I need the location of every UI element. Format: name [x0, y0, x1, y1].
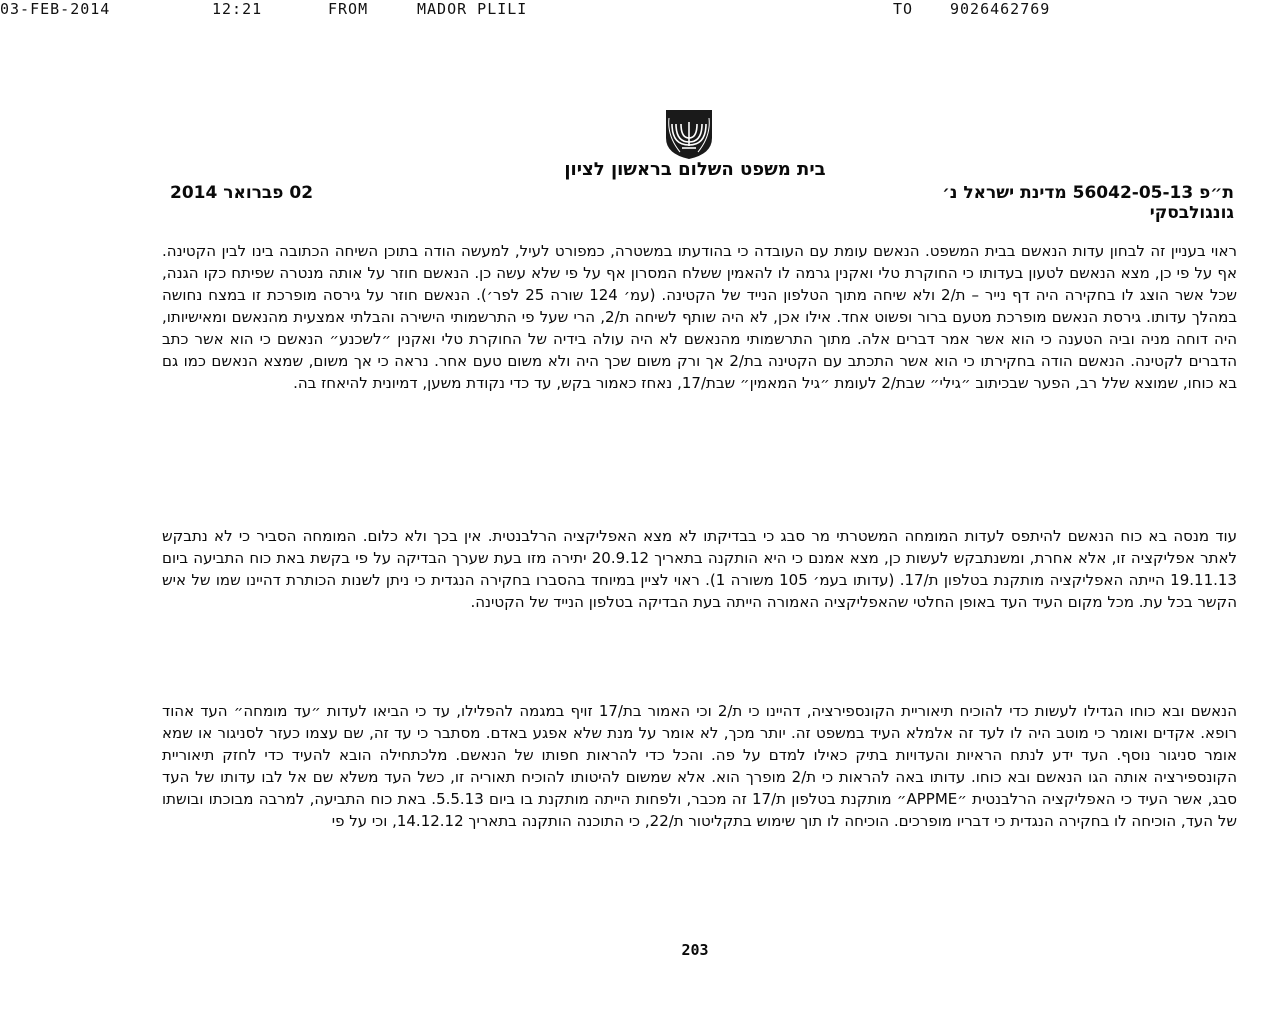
document-date: 02 פברואר 2014: [170, 183, 314, 203]
paragraph-text: ראוי בעניין זה לבחון עדות הנאשם בבית המשפט. הנאשם עומת עם העובדה כי בהודעתו במשטרה, כמפורט לעיל, למעשה הודה בתוכן השיחה הכתובה בינו לבין הקטינה. אף על פי כן, מצא הנאשם לטעון בעדותו כי החוקרת טלי ואקנין גרמה לו להאמין ששלח המסרון אף על פי שלא עשה כן. הנאשם חוזר על אותה מנטרה שפיתח כקו הגנה, שכל אשר הוצג לו בחקירה היה דף נייר – ת/2 ולא שיחה מתוך הטלפון הנייד של הקטינה. (עמ׳ 124 שורה 25 לפר׳). הנאשם חוזר על גירסה מופרכת זו במצח נחושה במהלך עדותו. גירסת הנאשם מופרכת מטעם ברור ופשוט אחד. אילו אכן, לא היה שותף לשיחה ת/2, הרי שעל פי התרשמותי הישירה והבלתי אמצעית מהנאשם ומאישיותו, היה דוחה מניה וביה הטענה כי הוא אשר אמר דברים אלה. מתוך התרשמותי מהנאשם לא היה עולה בידיה של החוקרת טלי ואקנין ״לשכנע״ הנאשם כי הוא אשר כתב הדברים לקטינה. הנאשם הודה בחקירתו כי הוא אשר התכתב עם הקטינה בת/2 אך ורק משום שכך היה ולא משום טעם אחר. נראה כי אך משום, שמצא הנאשם כמו גם בא כוחו, שמוצא שלל רב, הפער שבכיתוב ״גילי״ שבת/2 לעומת ״גיל המאמין״ שבת/17, נאחז כאמור בקש, עד כדי נקודת משען, דמיונית להיאחז בה.: [162, 242, 1237, 392]
fax-date: 03-FEB-2014: [0, 0, 111, 18]
case-number-line: ת״פ 56042-05-13 מדינת ישראל נ׳: [942, 183, 1234, 203]
fax-to-label: TO: [893, 0, 914, 18]
fax-to-value: 9026462769: [950, 0, 1051, 18]
fax-from-label: FROM: [328, 0, 369, 18]
fax-header: [0, 0, 1286, 18]
paragraph-3: [162, 700, 1237, 832]
paragraph-text: עוד מנסה בא כוח הנאשם להיתפס לעדות המומחה המשטרתי מר סבג כי בבדיקתו לא מצא האפליקציה הרלבנטית. אין בכך ולא כלום. המומחה הסביר כי לא נתבקש לאתר אפליקציה זו, אלא אחרת, ומשנתבקש לעשות כן, מצא אמנם כי היא הותקנה בתאריך 20.9.12 יתירה מזו בעת שערך הבדיקה על פי בקשת באת כוח התביעה ביום 19.11.13 הייתה האפליקציה מותקנת בטלפון ת/17. (עדותו בעמ׳ 105 משורה 1). ראוי לציין במיוחד בהסברו בחקירה הנגדית כי ניתן לשנות הכותרת דהיינו שמו של איש הקשר בכל עת. מכל מקום העיד העד באופן החלטי שהאפליקציה האמורה הייתה בעת הבדיקה בטלפון הנייד של הקטינה.: [162, 527, 1237, 611]
defendant-name: גונגולבסקי: [1149, 203, 1234, 223]
paragraph-2: [162, 525, 1237, 613]
paragraph-text: הנאשם ובא כוחו הגדילו לעשות כדי להוכיח תיאוריית הקונספירציה, דהיינו כי ת/2 וכי האמור בת/17 זויף במגמה להפלילו, עד כי הביאו לעדות ״עד מומחה״ העד אהוד רופא. אקדים ואומר כי מוטב היה לו לעד זה אלמלא העיד במשפט זה. יותר מכך, לא אומר על מנת שלא אפגע באדם. מסתבר כי עד זה, שם עצמו כעזר לסניגור או שמא אומר סניגור נוסף. העד ידע לנתח הראיות והעדויות בתיק כאילו למדם על פה. והכל כדי להראות חפותו של הנאשם. מלכתחילה הובא להעיד כדי לחזק תיאוריית הקונספירציה אותה הגו הנאשם ובא כוחו. עדותו באה להראות כי ת/2 מופרך הוא. אלא שמשום להיטותו להוכיח תאוריה זו, כשל העד משלא שם אל לבו עדותו של העד סבג, אשר העיד כי האפליקציה הרלבנטית ״APPME״ מותקנת בטלפון ת/17 זה מכבר, ולפחות הייתה מותקנת בו ביום 5.5.13. באת כוח התביעה, למרבה מבוכתו ובושתו של העד, הוכיחה לו בחקירה הנגדית כי דבריו מופרכים. הוכיחה לו תוך שימוש בתקליטור ת/22, כי התוכנה הותקנה בתאריך 14.12.12, וכי על פי: [162, 702, 1237, 830]
paragraph-1: [162, 240, 1237, 394]
fax-from-value: MADOR PLILI: [417, 0, 528, 18]
page-number: 203: [681, 941, 709, 959]
state-emblem-icon: [660, 108, 718, 160]
court-name: בית משפט השלום בראשון לציון: [564, 159, 826, 180]
fax-time: 12:21: [212, 0, 263, 18]
case-info: [634, 183, 1234, 223]
